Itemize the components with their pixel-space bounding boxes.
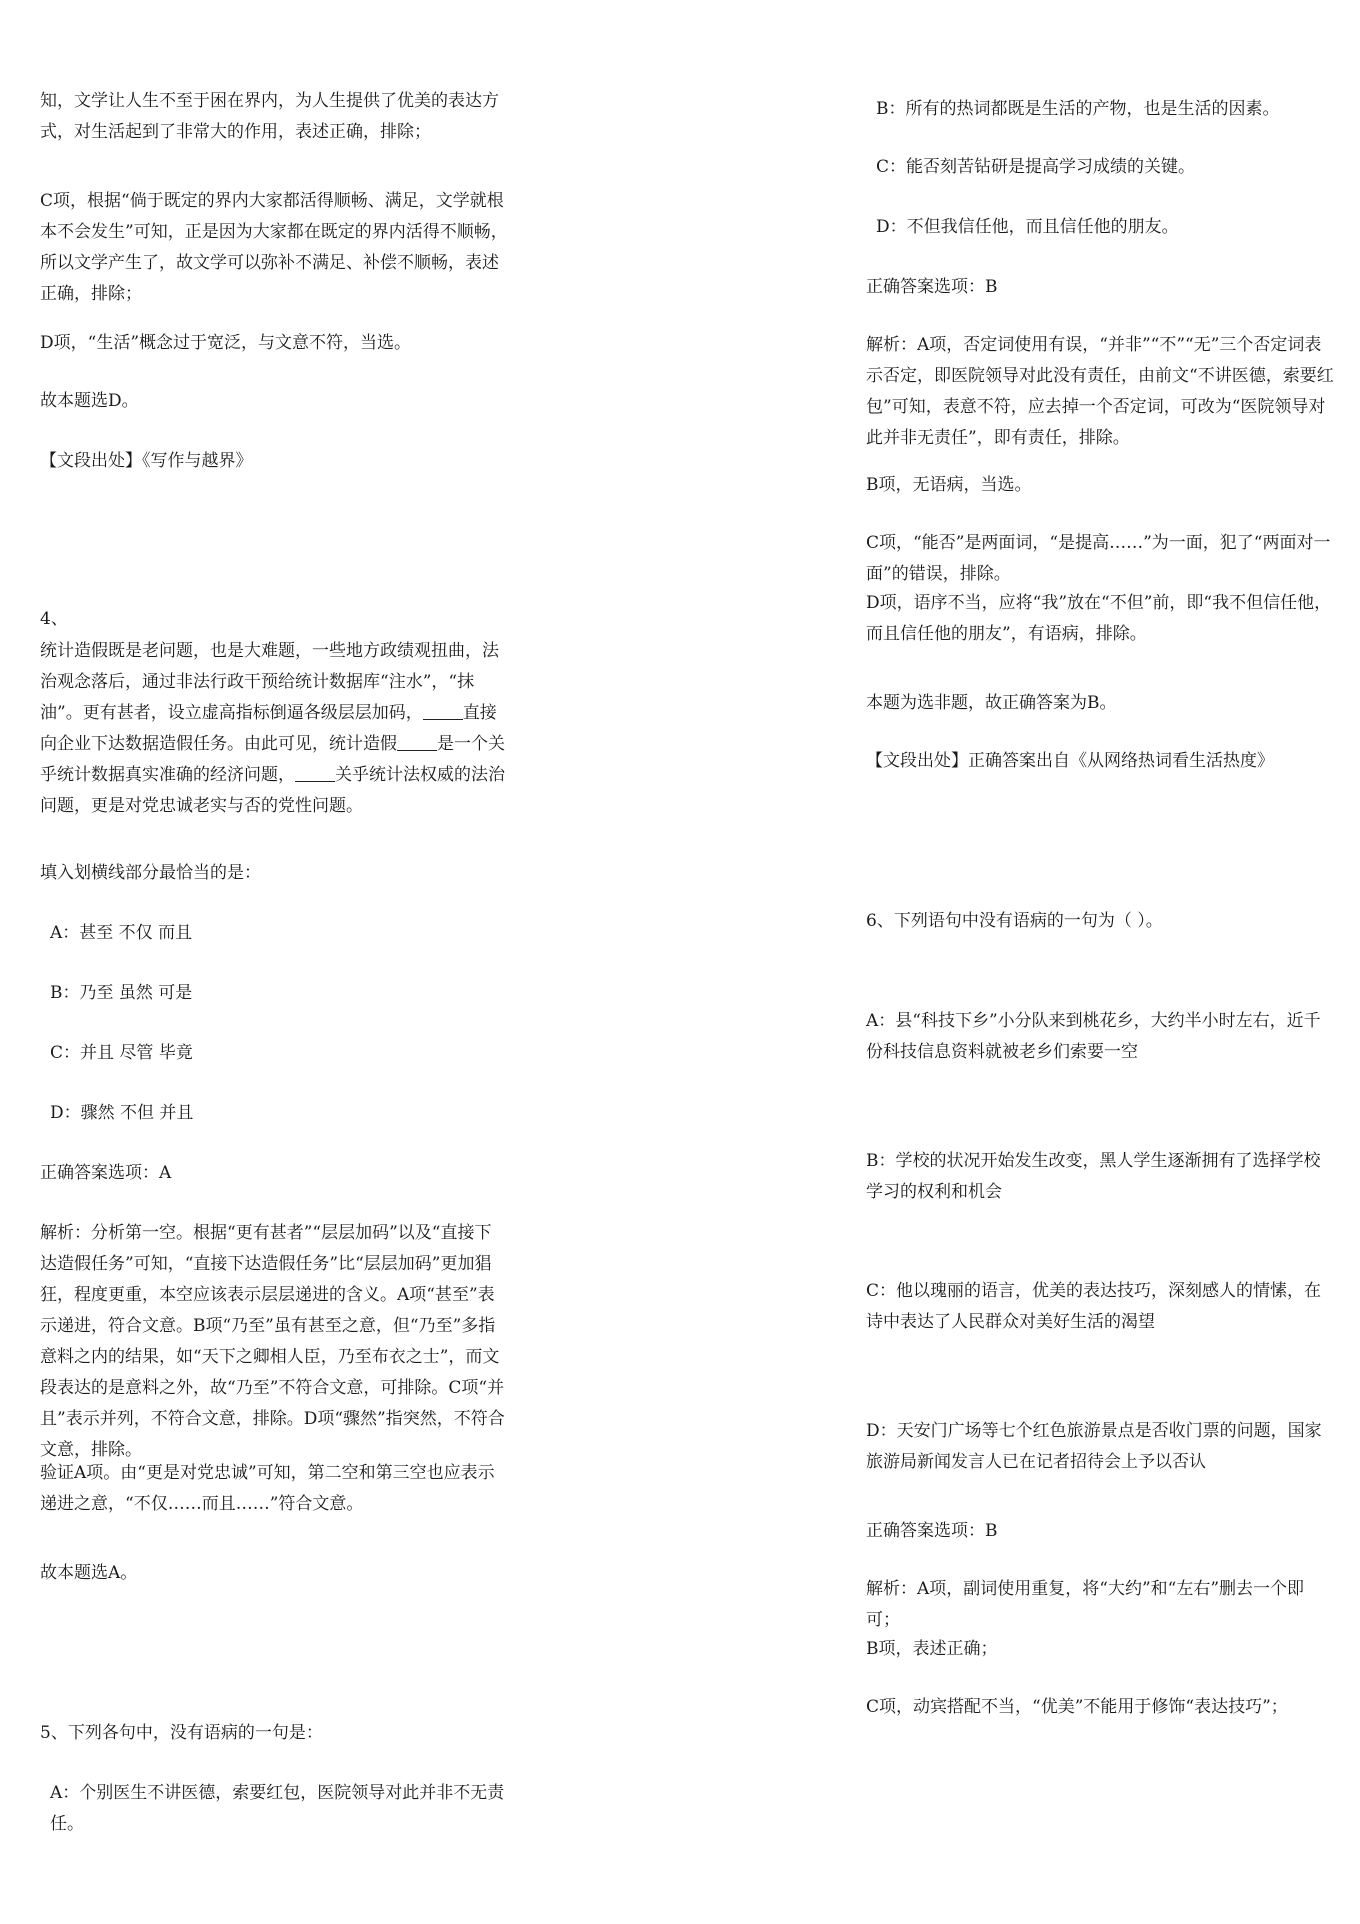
blank-3 [295,764,335,782]
paragraph-intro: 知，文学让人生不至于困在界内，为人生提供了优美的表达方式，对生活起到了非常大的作用，表述正确，排除； [40,91,499,142]
question-4-stem: 统计造假既是老问题，也是大难题，一些地方政绩观扭曲，法治观念落后，通过非法行政干预给统计数据库“注水”，“抹油”。更有甚者，设立虚高指标倒逼各级层层加码， 直接向企业下达数据造假任务。由此可见，统计造假 是一个关乎统计数据真实准确的经济问题， 关乎统计法权威的法治问题，更是对党忠诚老实与否的党性问题。 [40,641,505,816]
question-5-option-d: D：不但我信任他，而且信任他的朋友。 [876,217,1179,237]
question-5-analysis-b: B项，无语病，当选。 [866,475,1032,495]
question-5-source: 【文段出处】正确答案出自《从网络热词看生活热度》 [866,751,1274,771]
question-4-prompt: 填入划横线部分最恰当的是： [40,863,261,883]
source-citation: 【文段出处】《写作与越界》 [40,451,253,471]
paragraph-option-d: D项，“生活”概念过于宽泛，与文意不符，当选。 [40,333,412,353]
question-6-analysis-c: C项，动宾搭配不当，“优美”不能用于修饰“表达技巧”； [866,1697,1288,1717]
question-5-analysis-c: C项，“能否”是两面词，“是提高……”为一面，犯了“两面对一面”的错误，排除。 [866,533,1331,584]
question-5-title: 5、下列各句中，没有语病的一句是： [40,1723,323,1743]
blank-2 [397,733,437,751]
paragraph-option-c: C项，根据“倘于既定的界内大家都活得顺畅、满足，文学就根本不会发生”可知，正是因为大家都在既定的界内活得不顺畅，所以文学产生了，故文学可以弥补不满足、补偿不顺畅，表述正确，排除； [40,191,508,304]
question-4-answer: 正确答案选项：A [40,1163,172,1183]
question-4-option-b: B：乃至 虽然 可是 [50,983,193,1003]
question-4-number: 4、 [40,609,68,629]
blank-1 [423,702,463,720]
question-6-title: 6、下列语句中没有语病的一句为（ ）。 [866,911,1163,931]
question-5-option-b: B：所有的热词都既是生活的产物，也是生活的因素。 [876,99,1280,119]
question-4-option-d: D：骤然 不但 并且 [50,1103,194,1123]
question-4-analysis: 解析：分析第一空。根据“更有甚者”“层层加码”以及“直接下达造假任务”可知，“直接下达造假任务”比“层层加码”更加猖狂，程度更重，本空应该表示层层递进的含义。A项“甚至”表示递进，符合文意。B项“乃至”虽有甚至之意，但“乃至”多指意料之内的结果，如“天下之卿相人臣，乃至布衣之士”，而文段表达的是意料之外，故“乃至”不符合文意，可排除。C项“并且”表示并列，不符合文意，排除。D项“骤然”指突然，不符合文意，排除。 [40,1223,505,1460]
question-5-answer: 正确答案选项：B [866,277,998,297]
question-6-option-c: C：他以瑰丽的语言，优美的表达技巧，深刻感人的情愫，在诗中表达了人民群众对美好生活的渴望 [866,1281,1322,1332]
question-4-option-c: C：并且 尽管 毕竟 [50,1043,193,1063]
question-4-final: 故本题选A。 [40,1563,138,1583]
paragraph-conclusion: 故本题选D。 [40,391,139,411]
question-6-analysis-b: B项，表述正确； [866,1639,998,1659]
question-4-verify: 验证A项。由“更是对党忠诚”可知，第二空和第三空也应表示递进之意，“不仅……而且……”符合文意。 [40,1463,495,1514]
question-5-analysis-a: 解析：A项，否定词使用有误，“并非”“不”“无”三个否定词表示否定，即医院领导对此没有责任，由前文“不讲医德，索要红包”可知，表意不符，应去掉一个否定词，可改为“医院领导对此并非无责任”，即有责任，排除。 [866,335,1334,448]
question-4-option-a: A：甚至 不仅 而且 [50,923,193,943]
question-6-option-a: A：县“科技下乡”小分队来到桃花乡，大约半小时左右，近千份科技信息资料就被老乡们索要一空 [866,1011,1321,1062]
question-5-option-c: C：能否刻苦钻研是提高学习成绩的关键。 [876,157,1196,177]
question-6-option-d: D：天安门广场等七个红色旅游景点是否收门票的问题，国家旅游局新闻发言人已在记者招待会上予以否认 [866,1421,1322,1472]
question-5-option-a: A：个别医生不讲医德，索要红包，医院领导对此并非不无责任。 [50,1783,505,1834]
question-5-final: 本题为选非题，故正确答案为B。 [866,693,1117,713]
question-5-analysis-d: D项，语序不当，应将“我”放在“不但”前，即“我不但信任他，而且信任他的朋友”，有语病，排除。 [866,593,1332,644]
question-6-answer: 正确答案选项：B [866,1521,998,1541]
question-6-analysis-a: 解析：A项，副词使用重复，将“大约”和“左右”删去一个即可； [866,1579,1305,1630]
question-6-option-b: B：学校的状况开始发生改变，黑人学生逐渐拥有了选择学校学习的权利和机会 [866,1151,1321,1202]
